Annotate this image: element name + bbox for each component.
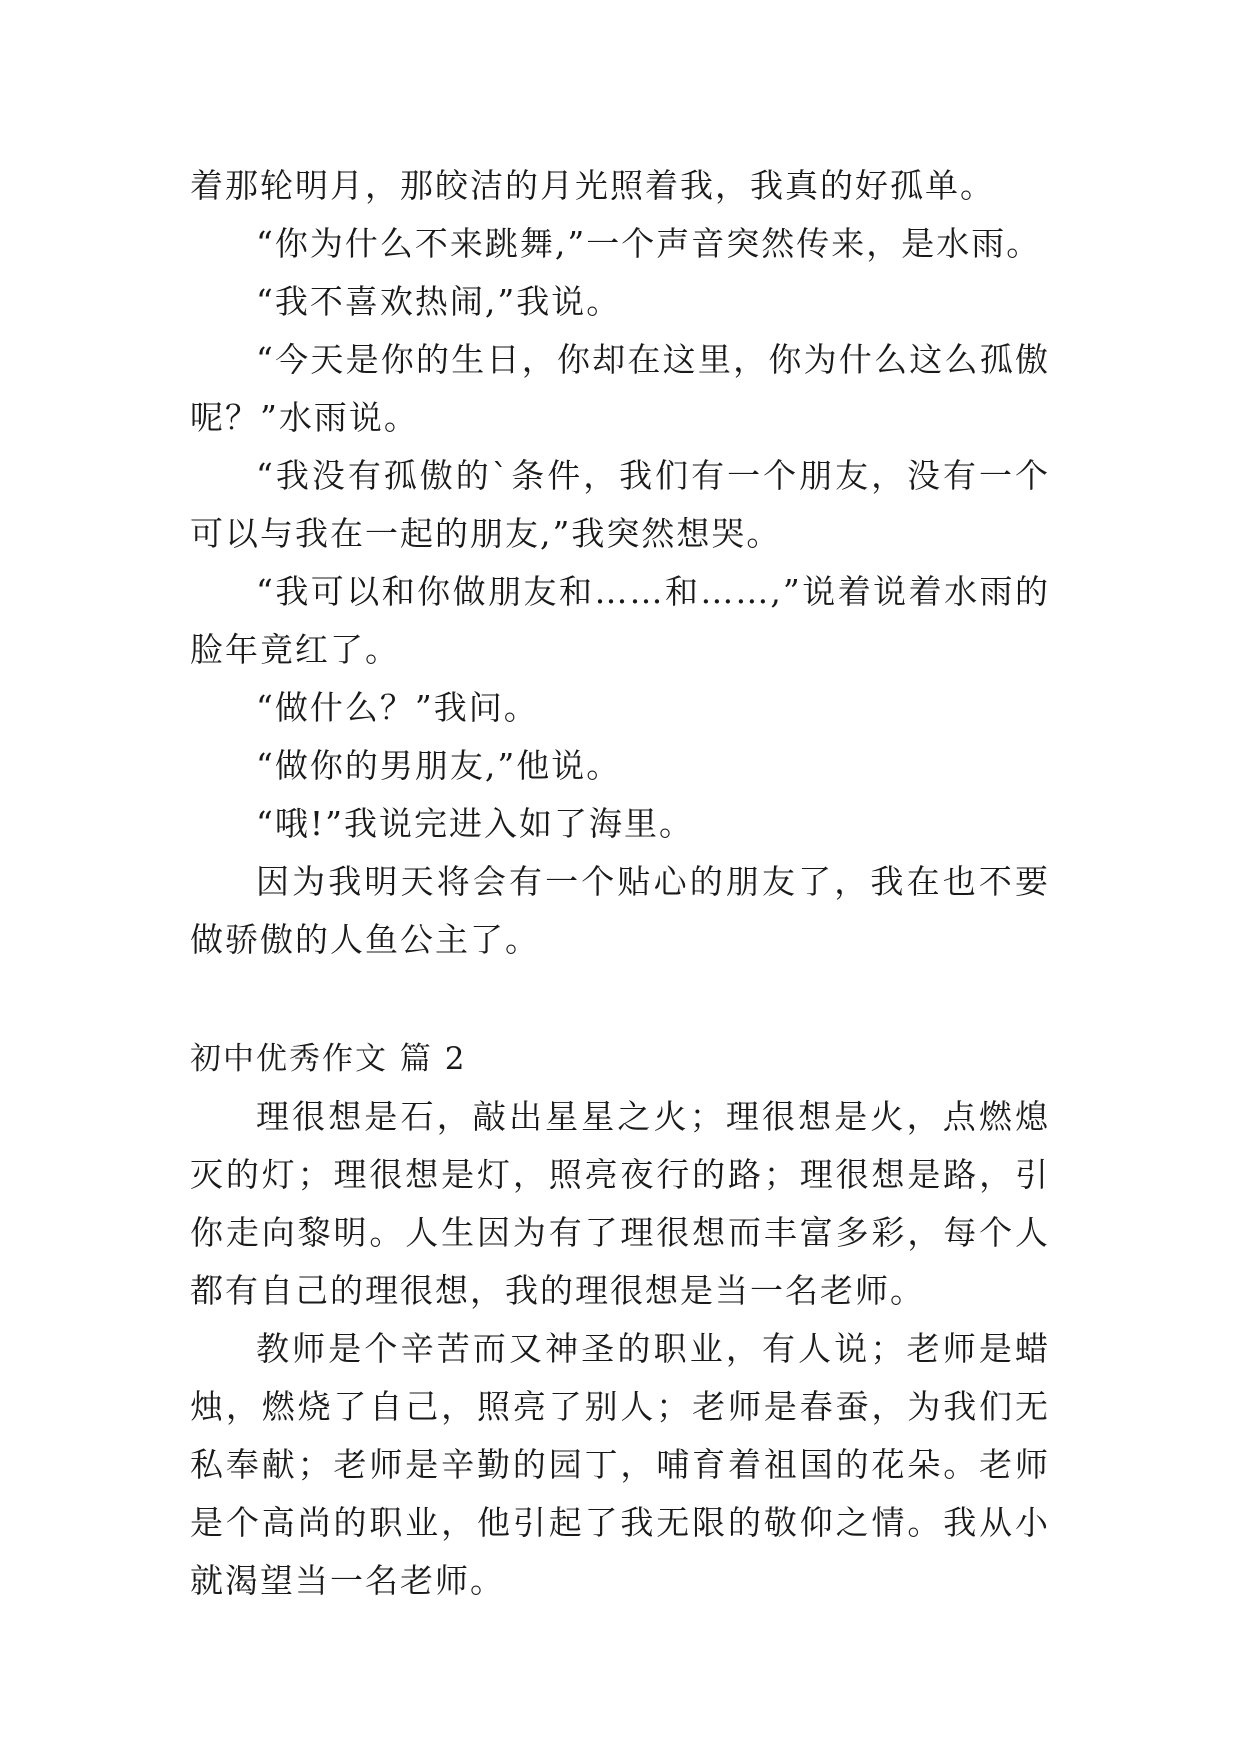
paragraph: 因为我明天将会有一个贴心的朋友了，我在也不要做骄傲的人鱼公主了。	[190, 862, 1050, 959]
paragraph: 理很想是石，敲出星星之火；理很想是火，点燃熄灭的灯；理很想是灯，照亮夜行的路；理很想是路，引你走向黎明。人生因为有了理很想而丰富多彩，每个人都有自己的理很想，我的理很想是当一名老师。	[190, 1097, 1050, 1310]
paragraph: “做什么？”我问。	[256, 688, 539, 727]
paragraph: “我可以和你做朋友和……和……,”说着说着水雨的脸年竟红了。	[190, 572, 1050, 669]
section-title: 初中优秀作文 篇 2	[190, 1041, 467, 1077]
paragraph: 着那轮明月，那皎洁的月光照着我，我真的好孤单。	[190, 166, 995, 205]
essay-2-body	[190, 1088, 1050, 1610]
paragraph: “做你的男朋友,”他说。	[256, 746, 622, 785]
paragraph: “我不喜欢热闹,”我说。	[256, 282, 622, 321]
paragraph: “哦!”我说完进入如了海里。	[256, 804, 695, 843]
paragraph: “你为什么不来跳舞,”一个声音突然传来，是水雨。	[256, 224, 1042, 263]
paragraph: “我没有孤傲的`条件，我们有一个朋友，没有一个可以与我在一起的朋友,”我突然想哭。	[190, 456, 1050, 553]
paragraph: 教师是个辛苦而又神圣的职业，有人说；老师是蜡烛，燃烧了自己，照亮了别人；老师是春蚕，为我们无私奉献；老师是辛勤的园丁，哺育着祖国的花朵。老师是个高尚的职业，他引起了我无限的敬仰之情。我从小就渴望当一名老师。	[190, 1329, 1050, 1600]
paragraph: “今天是你的生日，你却在这里，你为什么这么孤傲呢？”水雨说。	[190, 340, 1050, 437]
essay-1-continuation	[190, 157, 1050, 969]
